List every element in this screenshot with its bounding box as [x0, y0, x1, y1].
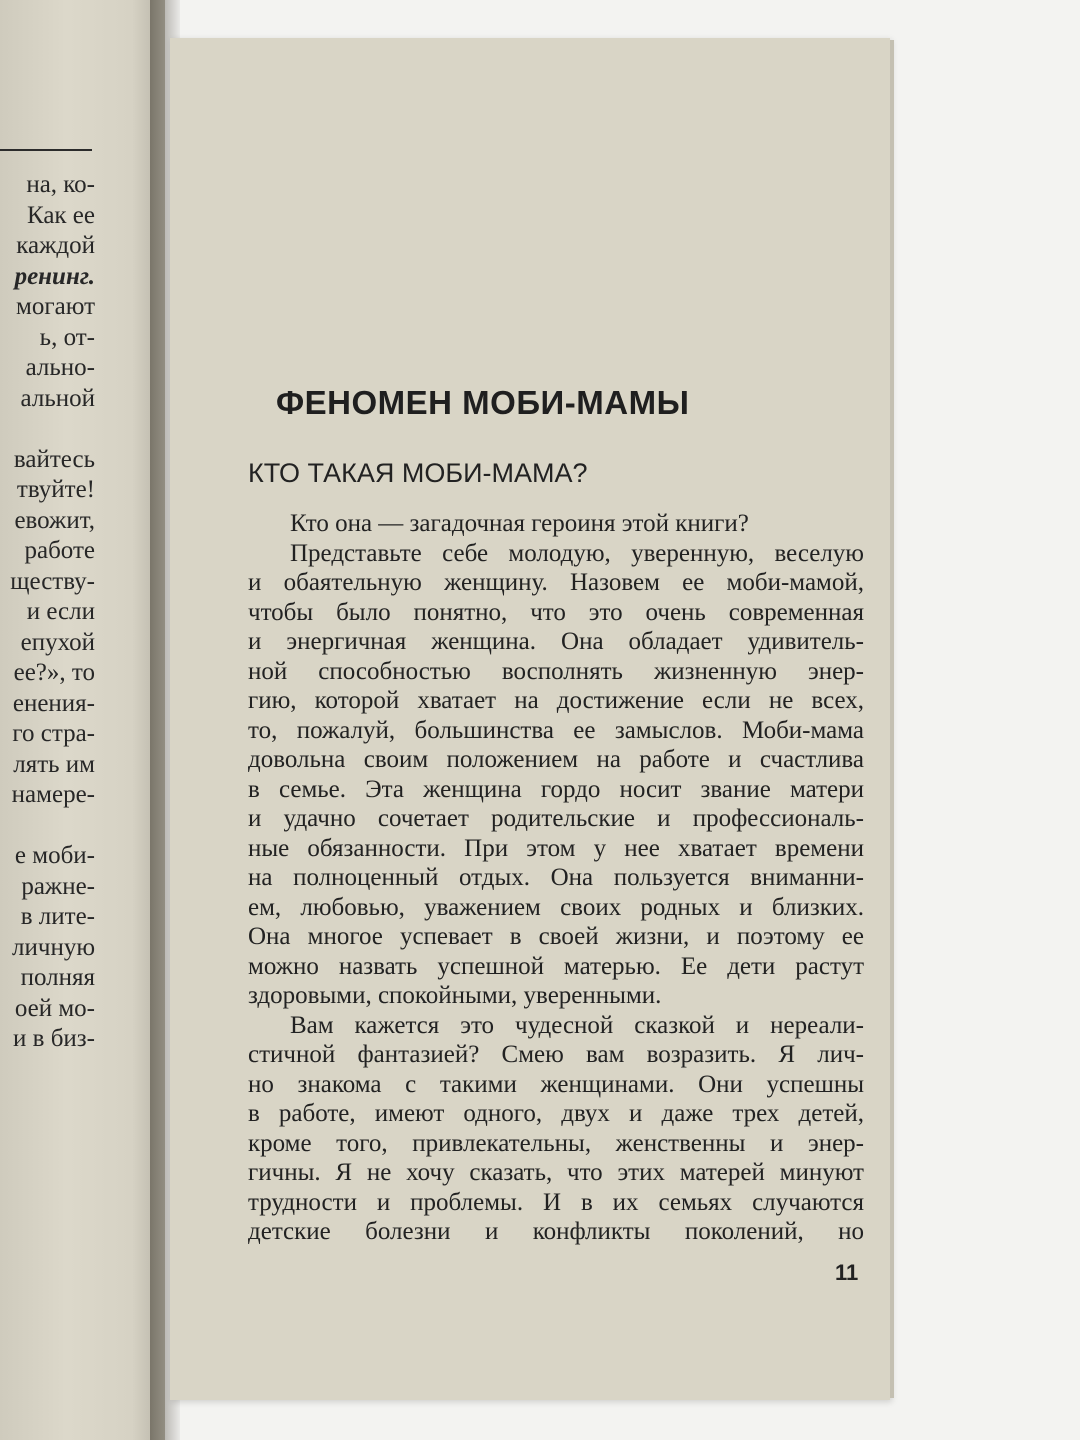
- text-line: Представьте себе молодую, уверенную, веселую: [290, 539, 864, 567]
- left-line: альной: [20, 384, 95, 412]
- text-line: и обаятельную женщину. Назовем ее моби-мамой,: [248, 569, 864, 596]
- text-line: ные обязанности. При этом у нее хватает времени: [248, 834, 864, 862]
- left-line: намере-: [11, 781, 95, 808]
- left-line: е моби-: [14, 842, 95, 869]
- left-line: ально-: [25, 354, 95, 381]
- text-line: детские болезни и конфликты поколений, но: [248, 1218, 864, 1245]
- left-line: каждой: [16, 232, 95, 259]
- left-line: ренинг.: [14, 262, 95, 290]
- left-line: на, ко-: [26, 171, 95, 198]
- left-page-rule: [0, 149, 92, 151]
- left-line: евожит,: [14, 506, 95, 534]
- left-line: енения-: [12, 689, 95, 717]
- text-line: ной способностью восполнять жизненную энер-: [248, 657, 864, 685]
- text-line: но знакома с такими женщинами. Они успешны: [248, 1070, 864, 1098]
- left-line: полняя: [20, 964, 95, 991]
- section-title: КТО ТАКАЯ МОБИ-МАМА?: [248, 458, 588, 488]
- text-line: стичной фантазией? Смею вам возразить. Я лич-: [248, 1041, 864, 1068]
- left-line: оей мо-: [14, 994, 95, 1022]
- left-line: лять им: [13, 750, 95, 778]
- text-line: в работе, имеют одного, двух и даже трех детей,: [248, 1100, 864, 1127]
- left-page-text: [10, 170, 95, 1055]
- chapter-title: ФЕНОМЕН МОБИ-МАМЫ: [276, 384, 690, 421]
- text-line: и удачно сочетает родительские и профессиональ-: [248, 805, 864, 832]
- left-line: епухой: [20, 628, 95, 656]
- left-line: Как ее: [26, 201, 95, 229]
- text-line: Кто она — загадочная героиня этой книги?: [290, 510, 749, 537]
- text-line: здоровыми, спокойными, уверенными.: [248, 982, 662, 1009]
- page-edge: [890, 40, 894, 1398]
- left-line: ражне-: [21, 872, 95, 900]
- page-number: 11: [835, 1260, 859, 1285]
- text-line: гичны. Я не хочу сказать, что этих матерей минуют: [248, 1159, 864, 1186]
- text-line: довольна своим положением на работе и счастлива: [248, 746, 864, 773]
- text-line: гию, которой хватает на достижение если не всех,: [248, 687, 864, 714]
- left-line: и если: [26, 598, 95, 625]
- left-line: вайтесь: [13, 445, 95, 473]
- text-line: ем, любовью, уважением своих родных и близких.: [248, 893, 864, 921]
- left-line: могают: [16, 293, 95, 320]
- left-line: ществу-: [10, 567, 95, 595]
- text-line: чтобы было понятно, что это очень современная: [248, 598, 864, 626]
- text-line: Вам кажется это чудесной сказкой и нереали-: [290, 1011, 864, 1039]
- left-line: в лите-: [20, 903, 95, 930]
- text-line: можно назвать успешной матерью. Ее дети растут: [248, 952, 864, 980]
- left-line-gap: [10, 414, 95, 445]
- left-line: твуйте!: [16, 476, 95, 503]
- text-line: и энергичная женщина. Она обладает удивитель-: [248, 628, 864, 655]
- left-line: и в биз-: [13, 1025, 95, 1052]
- left-line: ее?», то: [13, 659, 95, 686]
- text-line: на полноценный отдых. Она пользуется вниманни-: [248, 864, 864, 891]
- text-line: в семье. Эта женщина гордо носит звание матери: [248, 775, 864, 803]
- left-line: го стра-: [12, 720, 95, 747]
- text-line: трудности и проблемы. И в их семьях случаются: [248, 1188, 864, 1216]
- text-line: кроме того, привлекательны, женственны и энер-: [248, 1129, 864, 1157]
- left-page: [0, 0, 165, 1440]
- left-line: личную: [12, 933, 95, 961]
- text-line: то, пожалуй, большинства ее замыслов. Моби-мама: [248, 716, 864, 744]
- text-line: Она многое успевает в своей жизни, и поэтому ее: [248, 923, 864, 950]
- body-text: [248, 509, 864, 1247]
- left-line-gap: [10, 811, 95, 842]
- left-line: работе: [24, 537, 95, 564]
- left-line: ь, от-: [39, 323, 95, 351]
